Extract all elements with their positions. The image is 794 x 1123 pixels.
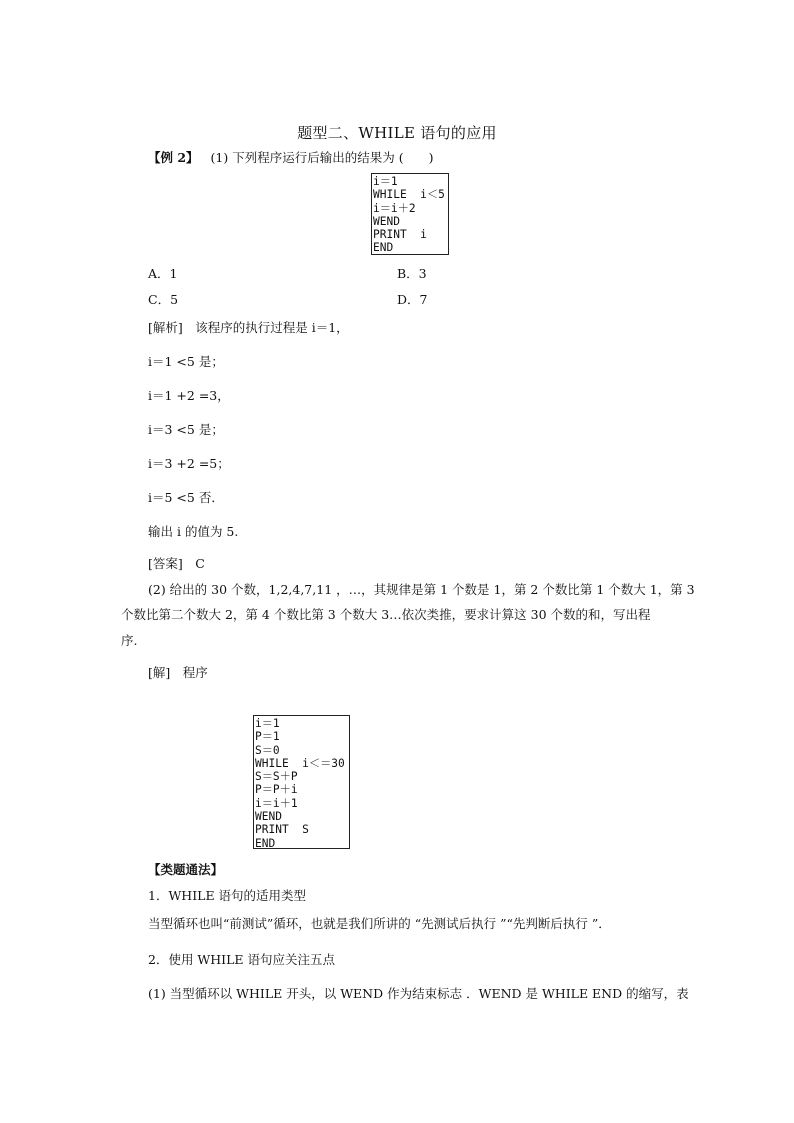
summary-heading: 【类题通法】 bbox=[148, 862, 224, 877]
code-line: PRINT S bbox=[255, 823, 309, 837]
program-box-1 bbox=[371, 173, 449, 255]
code-line: S＝0 bbox=[255, 743, 280, 757]
part2-line: 个数比第二个数大 2，第 4 个数比第 3 个数大 3…依次类推，要求计算这 30 个数的和，写出程 bbox=[121, 607, 651, 622]
analysis-line: i＝3 <5 是； bbox=[148, 422, 224, 437]
code-line: i＝1 bbox=[255, 717, 280, 730]
analysis-line: i＝5 <5 否． bbox=[148, 490, 224, 505]
part2-line: 序. bbox=[121, 633, 138, 648]
summary-item-2-text: (1) 当型循环以 WHILE 开头，以 WEND 作为结束标志 ．WEND 是 WHILE END 的缩写，表 bbox=[148, 986, 689, 1001]
code-line: i＝i＋2 bbox=[373, 201, 416, 215]
section-title: 题型二、WHILE 语句的应用 bbox=[297, 124, 497, 142]
option-d: D．7 bbox=[397, 292, 428, 307]
part2-line: (2) 给出的 30 个数，1,2,4,7,11 ，…，其规律是第 1 个数是 1，第 2 个数比第 1 个数大 1，第 3 bbox=[148, 582, 695, 597]
option-a: A．1 bbox=[148, 266, 178, 281]
analysis-line: i＝1 +2 =3， bbox=[148, 388, 230, 403]
code-line: END bbox=[373, 241, 394, 255]
code-line: i＝i＋1 bbox=[255, 796, 298, 810]
code-line: PRINT i bbox=[373, 228, 427, 242]
analysis-line: [解析] 该程序的执行过程是 i＝1， bbox=[148, 320, 349, 335]
analysis-line: i＝1 <5 是； bbox=[148, 354, 224, 369]
code-line: WEND bbox=[255, 810, 282, 824]
program-box-2 bbox=[253, 715, 350, 849]
code-line: S＝S＋P bbox=[255, 770, 298, 784]
code-line: P＝P＋i bbox=[255, 783, 298, 797]
analysis-line: i＝3 +2 =5； bbox=[148, 456, 230, 471]
option-c: C．5 bbox=[148, 292, 179, 307]
summary-item-1-title: 1．WHILE 语句的适用类型 bbox=[148, 888, 307, 903]
example-question: (1) 下列程序运行后输出的结果为 ( ) bbox=[210, 150, 434, 165]
code-line: i＝1 bbox=[373, 175, 398, 188]
solution-label: [解] 程序 bbox=[148, 665, 208, 680]
code-line: END bbox=[255, 836, 276, 850]
code-line: WHILE i＜＝30 bbox=[255, 756, 345, 770]
code-line: WEND bbox=[373, 214, 400, 228]
example-label bbox=[148, 150, 433, 166]
analysis-line: 输出 i 的值为 5. bbox=[148, 524, 239, 539]
summary-item-2-title: 2．使用 WHILE 语句应关注五点 bbox=[148, 952, 336, 967]
answer: [答案] C bbox=[148, 556, 205, 571]
summary-item-1-text: 当型循环也叫“前测试”循环，也就是我们所讲的 “先测试后执行 ”“先判断后执行 ”． bbox=[148, 916, 611, 931]
option-b: B．3 bbox=[397, 266, 427, 281]
example-number: 【例 2】 bbox=[148, 150, 199, 165]
code-line: P＝1 bbox=[255, 730, 280, 744]
code-line: WHILE i＜5 bbox=[373, 188, 445, 202]
